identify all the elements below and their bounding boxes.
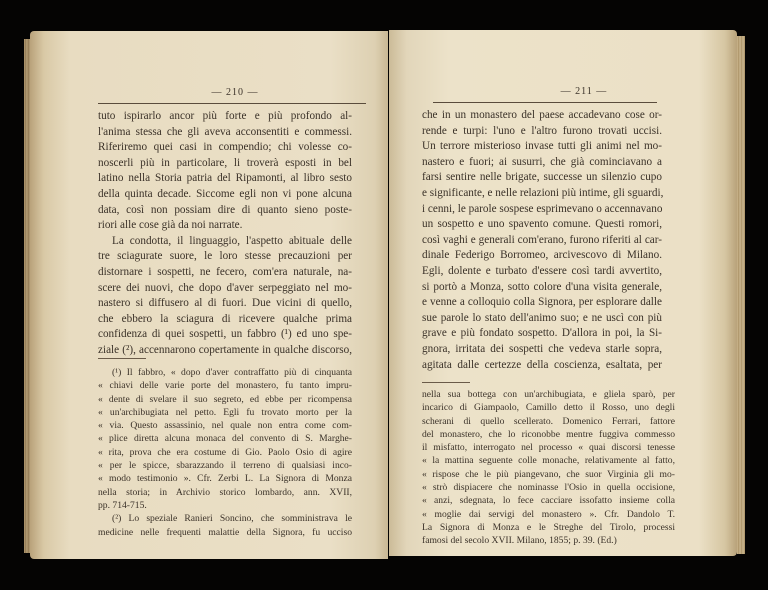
footnote-line: « dente di svelare il suo segreto, ed ebbe per ricompensa [98, 393, 352, 405]
footnote-line: « la mattina seguente colle monache, relativamente al fatto, [422, 455, 675, 467]
text-line: che in un monastero del paese accadevano cose or- [422, 109, 662, 121]
page-number: — 211 — [560, 86, 608, 97]
footnote-line: « modo testimonio ». Cfr. Zerbi L. La Signora di Monza [98, 473, 352, 485]
text-line: sue parole lo stato dell'animo suo; e ne uscì con più [422, 311, 662, 324]
footnote-line: incarico di Giampaolo, Camillo detto il Rosso, uno degli [422, 402, 675, 414]
header-rule [98, 103, 366, 104]
text-line: gnora, irritata dei sospetti che vedeva starle sopra, [422, 342, 662, 355]
text-line: tuto ispirarlo ancor più forte e più profondo al- [98, 110, 352, 122]
footnotes [98, 366, 352, 539]
page-edges [737, 36, 745, 554]
footnote-line: pp. 714-715. [98, 499, 147, 511]
footnote-line: « rita, prova che era costume di Gio. Paolo Osio di agire [98, 446, 352, 458]
text-line: nastero si diffusero al di fuori. Due vicini di quello, [98, 297, 352, 310]
footnote-line: medicine nelle frequenti malattie della Signora, fu ucciso [98, 526, 352, 538]
text-line: scere dei nuovi, che dopo d'aver serpeggiato nel mo- [98, 281, 352, 294]
footnote-rule [422, 382, 470, 383]
header-rule [433, 102, 657, 103]
text-line: Riferiremo quei casi in compendio; chi volesse co- [98, 141, 352, 154]
text-line: un sospetto e uno spavento comune. Questi romori, [422, 218, 662, 231]
text-line: della quinta decade. Siccome egli non vi pone alcuna [98, 187, 352, 200]
body-text [422, 108, 662, 373]
footnote-line: « per le spicce, sbarazzando il terreno di qualsiasi inco- [98, 460, 352, 472]
text-line: distornare i sospetti, ne fecero, com'era naturale, na- [98, 265, 352, 278]
text-line: noscerli più in particolare, li troverà esposti in bel [98, 156, 352, 169]
text-line: che ebbero la sciagura di ricevere qualche prima [98, 312, 352, 325]
text-line: Un terrore misterioso invase tutti gli animi nel mo- [422, 140, 662, 153]
left-page [30, 31, 388, 559]
footnote-line: « un'archibugiata nel petto. Egli fu trovato morto per la [98, 406, 352, 418]
text-line: riori alle cose già da noi narrate. [98, 219, 243, 232]
footnote-line: « moglie dai servigi del monastero ». Cfr. Dandolo T. [422, 508, 675, 520]
footnote-line: scherani di quello scellerato. Domenico Ferrari, fattore [422, 415, 675, 427]
text-line: Egli, dolente e turbato d'essere così tardi avvertito, [422, 264, 662, 277]
text-line: l'anima stessa che gli aveva acconsentiti e commessi. [98, 125, 352, 138]
text-line: confidenza di quei sospetti, un fabbro (¹) ed uno spe- [98, 328, 352, 341]
page-edges [24, 39, 30, 553]
footnotes [422, 388, 675, 548]
text-line: così vaghi e generali com'erano, furono riferiti al car- [422, 233, 662, 246]
text-line: agitata dalle certezze della coscienza, esaltata, per [422, 358, 662, 371]
text-line: e venne a colloquio colla Signora, per esplorare dalle [422, 296, 662, 309]
footnote-line: nella sua bottega con un'archibugiata, e gliela sparò, per [422, 389, 675, 400]
footnote-line: « rispose che le più piangevano, che suor Virginia gli mo- [422, 468, 675, 480]
footnote-line: il misfatto, interrogato nel processo « quai discorsi tenesse [422, 442, 675, 454]
text-line: grave e più fondato sospetto. D'allora in poi, la Si- [422, 327, 662, 340]
footnote-line: nella storia; in Archivio storico lombardo, ann. XVII, [98, 486, 352, 498]
text-line: latino nella Storia patria del Ripamonti, al libro sesto [98, 172, 352, 185]
text-line: ziale (²), accennarono copertamente in qualche discorso, [98, 343, 352, 356]
footnote-line: del monastero, che lo riconobbe mentre fuggiva commesso [422, 428, 675, 440]
footnote-line: « chiavi delle varie porte del monastero, fu tanto impru- [98, 380, 352, 392]
text-line: La condotta, il linguaggio, l'aspetto abituale delle [112, 234, 352, 247]
text-line: i cenni, le parole sospese esprimevano o accennavano [422, 202, 663, 215]
text-line: si portò a Monza, sotto colore d'una visita generale, [422, 280, 662, 293]
body-text [98, 109, 352, 359]
footnote-line: « via. Questo assassinio, nel quale non entra come com- [98, 420, 352, 432]
text-line: rende e turpi: l'uno e l'altro furono trovati uccisi. [422, 124, 662, 137]
footnote-line: (²) Lo speziale Ranieri Soncino, che somministrava le [112, 513, 352, 525]
footnote-line: La Signora di Monza e le Streghe del Tirolo, processi [422, 521, 675, 533]
text-line: nastero e fuori; ai susurri, che già cominciavano a [422, 155, 662, 168]
text-line: tre sciagurate suore, le loro stesse precauzioni per [98, 250, 352, 263]
footnote-line: famosi del secolo XVII. Milano, 1855; p. 39. (Ed.) [422, 535, 617, 547]
footnote-line: « plice diretta alcuna monaca del convento di S. Marghe- [98, 433, 352, 445]
text-line: dinale Federigo Borromeo, arcivescovo di Milano. [422, 249, 662, 262]
footnote-line: « anzi, sdegnata, lo fece cacciare issofatto insieme colla [422, 495, 675, 507]
footnote-rule [98, 358, 146, 359]
footnote-line: (¹) Il fabbro, « dopo d'aver contraffatto più di cinquanta [112, 367, 352, 378]
page-number: — 210 — [211, 87, 259, 98]
text-line: data, così non possiam dire di quanto sieno poste- [98, 203, 352, 216]
text-line: farsi sentire nelle brigate, successe un silenzio cupo [422, 171, 662, 184]
text-line: e significante, e nelle relazioni più intime, gli sguardi, [422, 186, 664, 199]
right-page [389, 30, 737, 556]
footnote-line: « strò dispiacere che nominasse l'Osio in quella occisione, [422, 482, 675, 494]
